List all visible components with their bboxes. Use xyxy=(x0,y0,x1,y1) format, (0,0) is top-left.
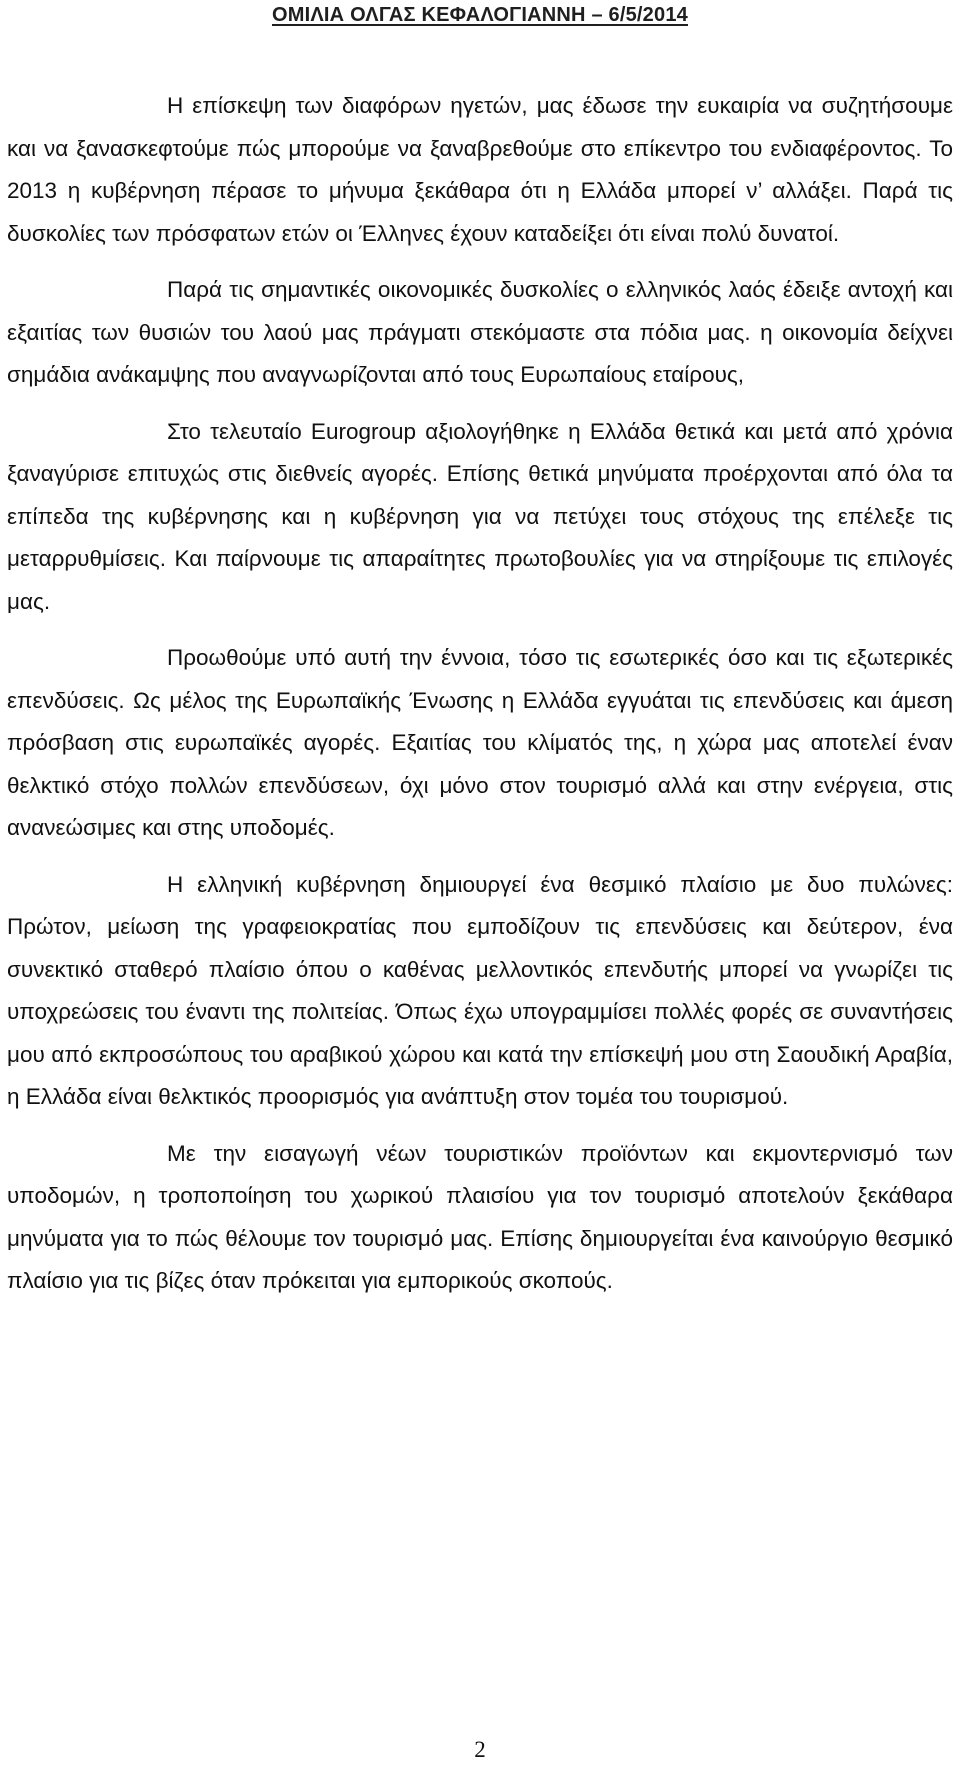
paragraph: Η ελληνική κυβέρνηση δημιουργεί ένα θεσμικό πλαίσιο με δυο πυλώνες: Πρώτον, μείωση της γραφειοκρατίας που εμποδίζουν τις επενδύσεις και δεύτερον, ένα συνεκτικό σταθερό πλαίσιο όπου ο καθένας μελλοντικός επενδυτής μπορεί να γνωρίζει τις υποχρεώσεις του έναντι της πολιτείας. Όπως έχω υπογραμμίσει πολλές φορές σε συναντήσεις μου από εκπροσώπους του αραβικού χώρου και κατά την επίσκεψή μου στη Σαουδική Αραβία, η Ελλάδα είναι θελκτικός προορισμός για ανάπτυξη στον τομέα του τουρισμού. xyxy=(7,871,953,1109)
page-number: 2 xyxy=(474,1737,486,1762)
document-body xyxy=(7,85,953,1317)
paragraph: Στο τελευταίο Eurogroup αξιολογήθηκε η Ελλάδα θετικά και μετά από χρόνια ξαναγύρισε επιτυχώς στις διεθνείς αγορές. Επίσης θετικά μηνύματα προέρχονται από όλα τα επίπεδα της κυβέρνησης και η κυβέρνηση για να πετύχει τους στόχους της επέλεξε τις μεταρρυθμίσεις. Και παίρνουμε τις απαραίτητες πρωτοβουλίες για να στηρίξουμε τις επιλογές μας. xyxy=(7,418,953,614)
running-header-title: ΟΜΙΛΙΑ ΟΛΓΑΣ ΚΕΦΑΛΟΓΙΑΝΝΗ – 6/5/2014 xyxy=(272,4,688,26)
paragraph: Η επίσκεψη των διαφόρων ηγετών, μας έδωσε την ευκαιρία να συζητήσουμε και να ξανασκεφτούμε πώς μπορούμε να ξαναβρεθούμε στο επίκεντρο του ενδιαφέροντος. Το 2013 η κυβέρνηση πέρασε το μήνυμα ξεκάθαρα ότι η Ελλάδα μπορεί ν’ αλλάξει. Παρά τις δυσκολίες των πρόσφατων ετών οι Έλληνες έχουν καταδείξει ότι είναι πολύ δυνατοί. xyxy=(7,93,953,246)
paragraph: Παρά τις σημαντικές οικονομικές δυσκολίες ο ελληνικός λαός έδειξε αντοχή και εξαιτίας των θυσιών του λαού μας πράγματι στεκόμαστε στα πόδια μας. η οικονομία δείχνει σημάδια ανάκαμψης που αναγνωρίζονται από τους Ευρωπαίους εταίρους, xyxy=(7,277,953,387)
paragraph: Με την εισαγωγή νέων τουριστικών προϊόντων και εκμοντερνισμό των υποδομών, η τροποποίηση του χωρικού πλαισίου για τον τουρισμό αποτελούν ξεκάθαρα μηνύματα για το πώς θέλουμε τον τουρισμό μας. Επίσης δημιουργείται ένα καινούργιο θεσμικό πλαίσιο για τις βίζες όταν πρόκειται για εμπορικούς σκοπούς. xyxy=(7,1140,953,1293)
paragraph: Προωθούμε υπό αυτή την έννοια, τόσο τις εσωτερικές όσο και τις εξωτερικές επενδύσεις. Ως μέλος της Ευρωπαϊκής Ένωσης η Ελλάδα εγγυάται τις επενδύσεις και άμεση πρόσβαση στις ευρωπαϊκές αγορές. Εξαιτίας του κλίματός της, η χώρα μας αποτελεί έναν θελκτικό στόχο πολλών επενδύσεων, όχι μόνο στον τουρισμό αλλά και στην ενέργεια, στις ανανεώσιμες και στης υποδομές. xyxy=(7,645,953,840)
